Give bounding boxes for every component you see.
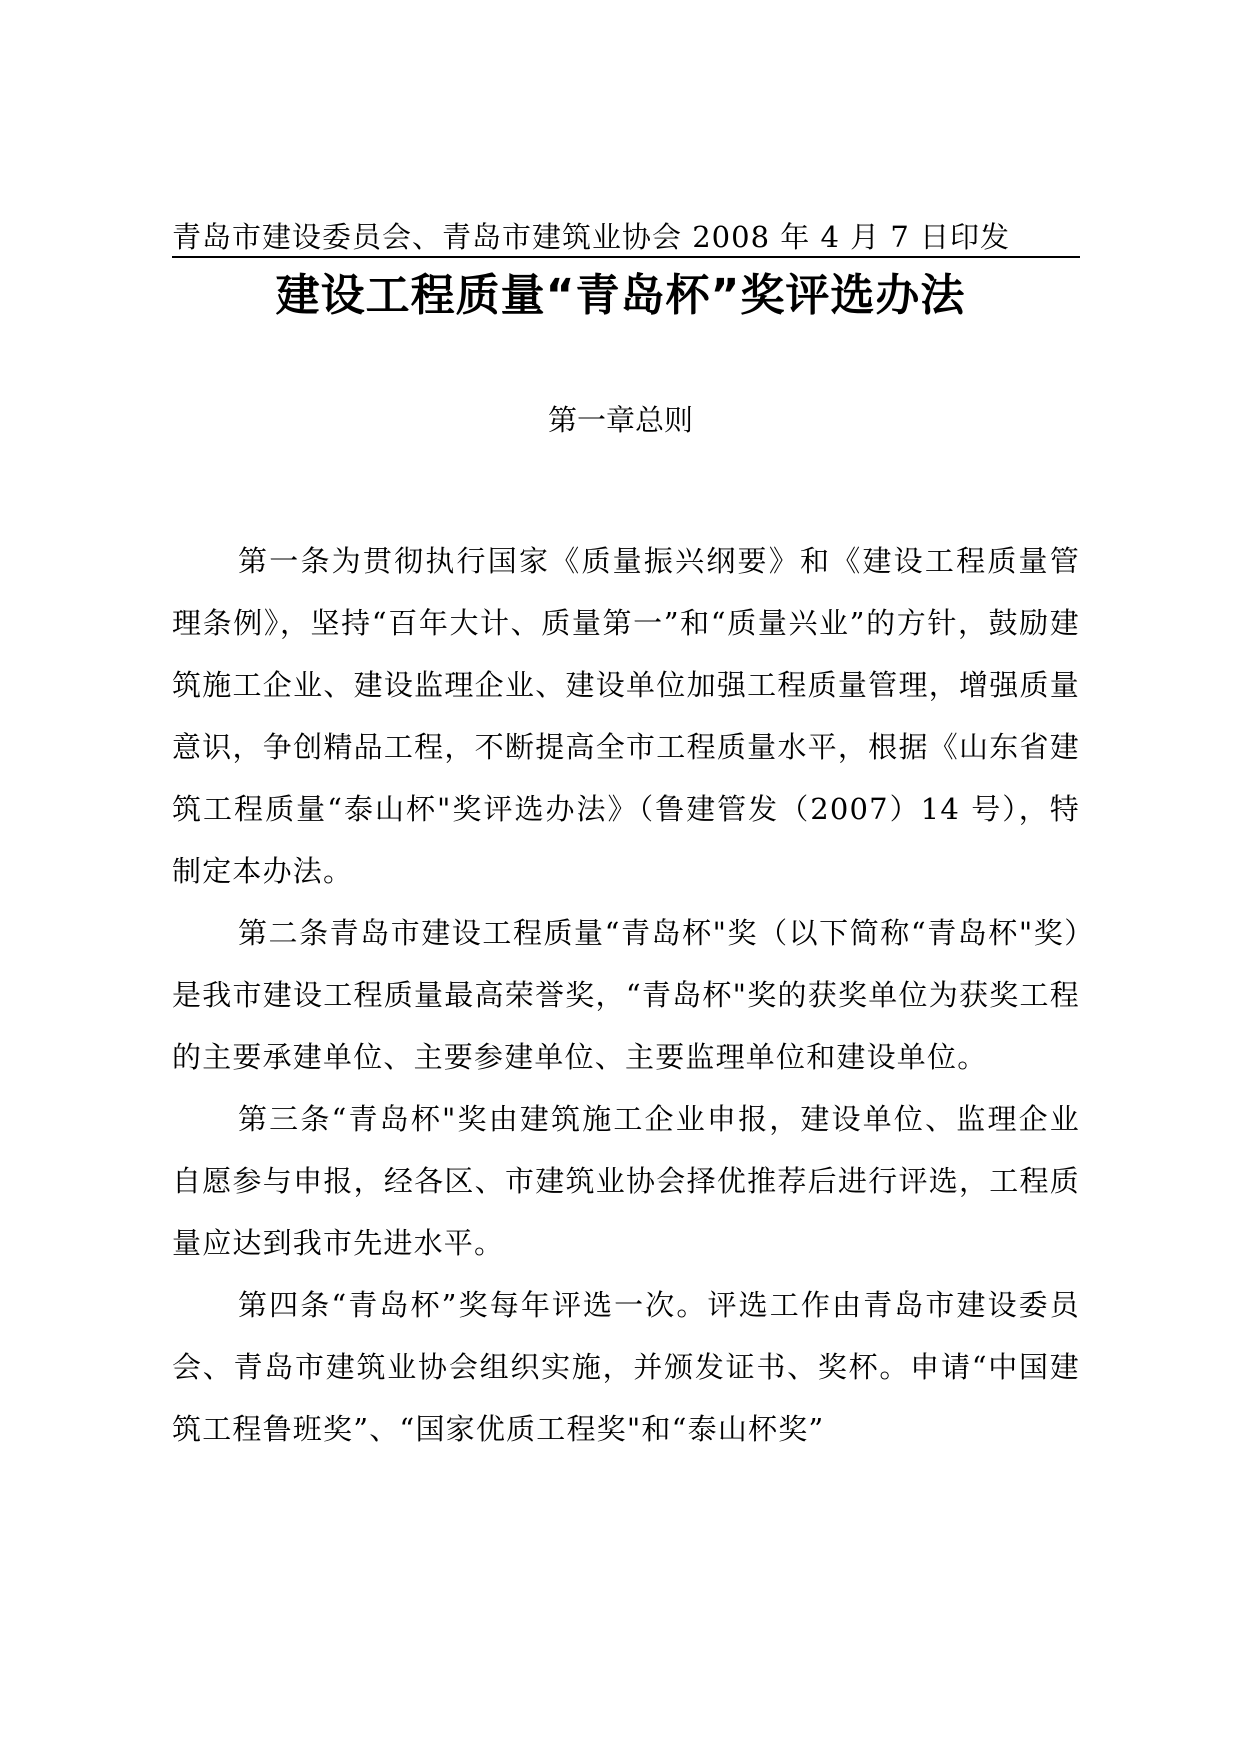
article-1-label: 第一条 <box>238 544 332 578</box>
article-4-label: 第四条 <box>238 1288 332 1322</box>
article-2 <box>172 902 1080 1088</box>
header-rule <box>172 256 1080 258</box>
article-4 <box>172 1274 1080 1460</box>
article-1-text: 为贯彻执行国家《质量振兴纲要》和《建设工程质量管理条例》，坚持“百年大计、质量第一”和“质量兴业”的方针，鼓励建筑施工企业、建设监理企业、建设单位加强工程质量管理，增强质量意识，争创精品工程，不断提高全市工程质量水平，根据《山东省建筑工程质量“泰山杯"奖评选办法》（鲁建管发（2007）14 号），特制定本办法。 <box>172 544 1080 888</box>
document-title: 建设工程质量“青岛杯”奖评选办法 <box>275 270 966 321</box>
chapter-heading: 第一章总则 <box>547 403 693 437</box>
article-3-label: 第三条 <box>238 1102 332 1136</box>
article-2-text: 青岛市建设工程质量“青岛杯"奖（以下简称“青岛杯"奖）是我市建设工程质量最高荣誉奖，“青岛杯"奖的获奖单位为获奖工程的主要承建单位、主要参建单位、主要监理单位和建设单位。 <box>172 916 1080 1074</box>
article-3 <box>172 1088 1080 1274</box>
issuer-line: 青岛市建设委员会、青岛市建筑业协会 2008 年 4 月 7 日印发 <box>172 220 1011 254</box>
article-4-text: “青岛杯”奖每年评选一次。评选工作由青岛市建设委员会、青岛市建筑业协会组织实施，并颁发证书、奖杯。申请“中国建筑工程鲁班奖”、“国家优质工程奖"和“泰山杯奖” <box>172 1288 1080 1446</box>
article-1 <box>172 530 1080 902</box>
document-body <box>172 530 1080 1460</box>
article-3-text: “青岛杯"奖由建筑施工企业申报，建设单位、监理企业自愿参与申报，经各区、市建筑业协会择优推荐后进行评选，工程质量应达到我市先进水平。 <box>172 1102 1080 1260</box>
article-2-label: 第二条 <box>238 916 330 950</box>
